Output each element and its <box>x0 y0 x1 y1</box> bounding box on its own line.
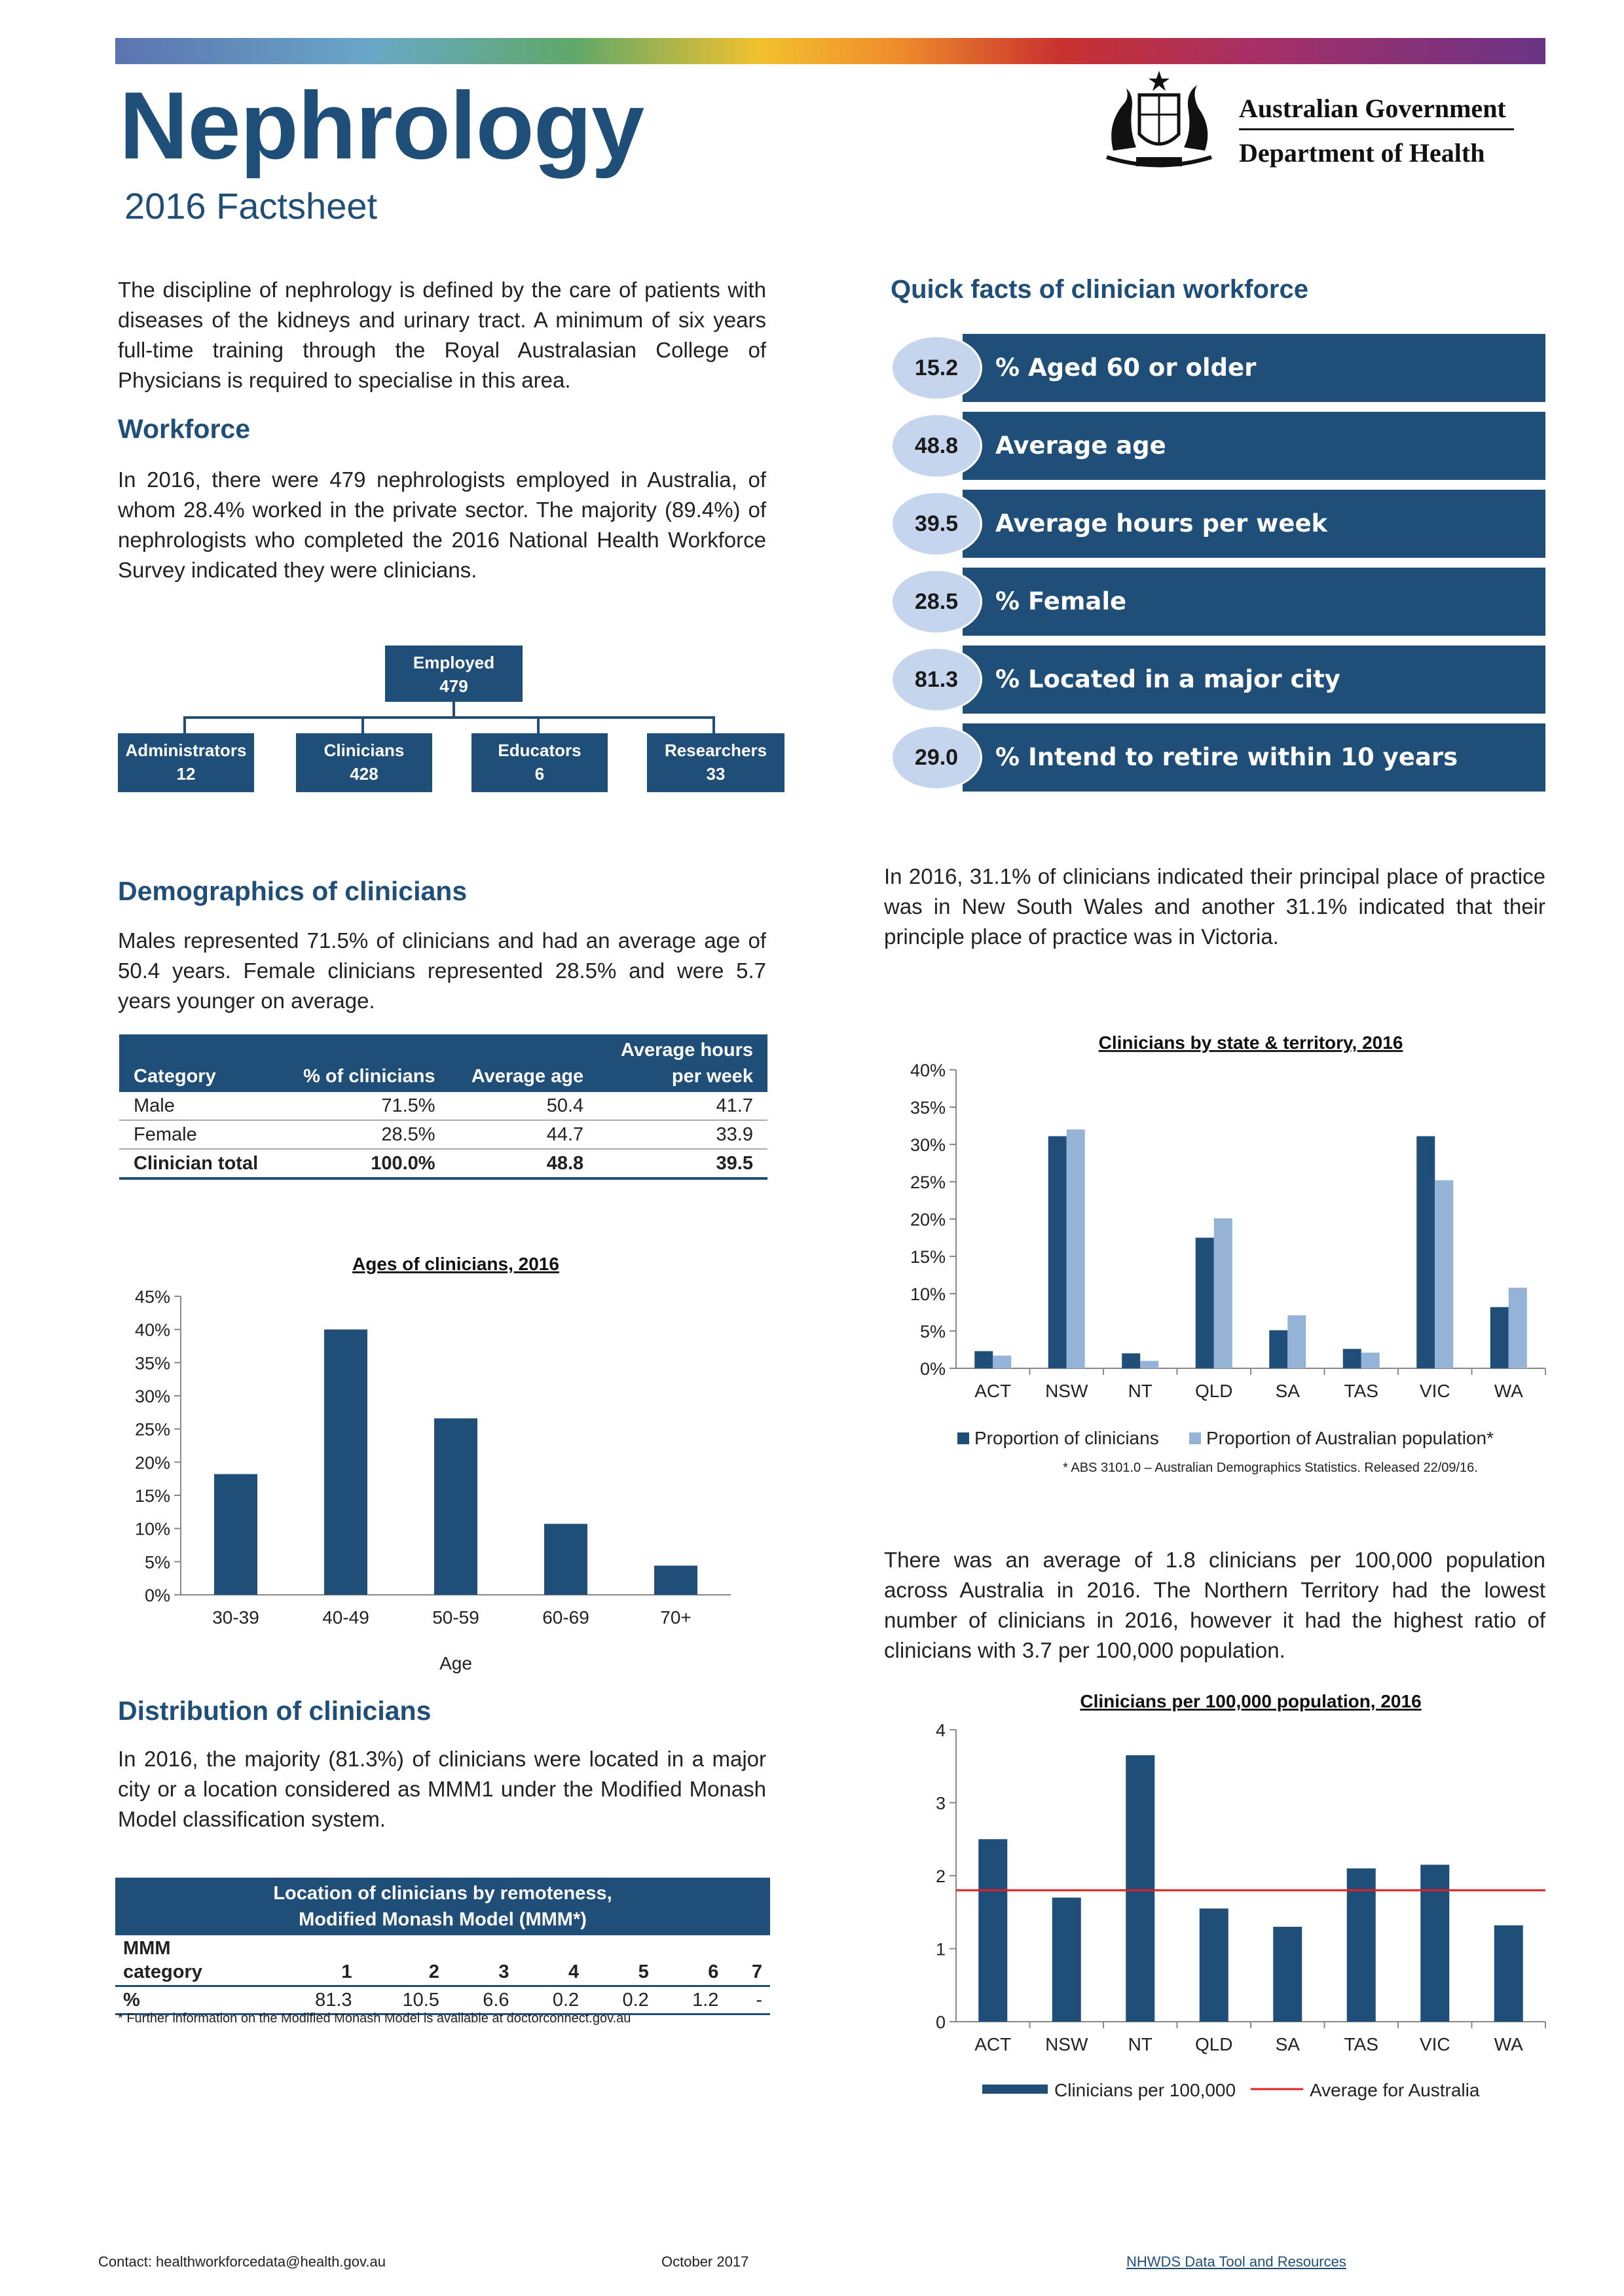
bar <box>1048 1136 1067 1368</box>
quick-fact-row <box>891 412 1545 480</box>
y-tick-label: 25% <box>134 1419 170 1440</box>
y-tick-label: 40% <box>134 1320 170 1340</box>
org-clinicians-box <box>296 733 432 792</box>
gov-divider <box>1239 128 1514 130</box>
quick-fact-value: 15.2 <box>891 335 982 401</box>
bar <box>974 1351 993 1368</box>
x-tick-label: QLD <box>1194 2034 1233 2054</box>
table-cell: 28.5% <box>280 1120 449 1149</box>
table-header-line: per week <box>671 1066 753 1087</box>
table-cell: Male <box>119 1092 280 1120</box>
x-tick-label: ACT <box>974 2034 1012 2054</box>
mmm-footnote: * Further information on the Modified Monash Model is available at doctorconnect.gov.au <box>118 2011 631 2026</box>
x-tick-label: WA <box>1494 2034 1523 2054</box>
org-connector <box>452 702 455 718</box>
org-child-label: Administrators <box>125 740 247 760</box>
x-tick-label: NSW <box>1045 1381 1088 1401</box>
x-tick-label: NT <box>1128 1381 1153 1401</box>
bar <box>1140 1361 1158 1368</box>
org-administrators-box <box>118 733 254 792</box>
y-tick-label: 10% <box>134 1519 170 1539</box>
bar <box>1494 1925 1523 2022</box>
bar <box>993 1356 1011 1368</box>
table-cell: 6.6 <box>447 1986 517 2014</box>
table-title <box>115 1878 770 1935</box>
footer-date: October 2017 <box>661 2253 749 2270</box>
bar <box>978 1839 1007 2022</box>
x-tick-label: WA <box>1494 1381 1523 1401</box>
x-tick-label: SA <box>1275 2034 1300 2054</box>
state-paragraph: In 2016, 31.1% of clinicians indicated their principal place of practice was in New South Wales and another 31.1% indicated that their principle place of practice was in Victoria. <box>884 864 1545 949</box>
table-header: % of clinicians <box>280 1034 449 1092</box>
y-tick-label: 1 <box>935 1939 946 1959</box>
y-tick-label: 25% <box>910 1173 946 1192</box>
header-color-bar <box>115 38 1545 64</box>
table-cell: 44.7 <box>450 1120 599 1149</box>
x-tick-label: QLD <box>1194 1381 1233 1401</box>
x-tick-label: VIC <box>1419 1381 1450 1401</box>
x-tick-label: 60-69 <box>542 1607 589 1628</box>
coat-of-arms-icon <box>1094 65 1225 177</box>
legend-label: Average for Australia <box>1310 2080 1480 2100</box>
bar <box>1269 1330 1287 1368</box>
quick-fact-value: 81.3 <box>891 647 982 712</box>
table-title-line: Modified Monash Model (MMM*) <box>299 1909 587 1930</box>
bar <box>1435 1180 1453 1368</box>
page-subtitle: 2016 Factsheet <box>124 185 378 227</box>
y-tick-label: 20% <box>134 1453 170 1473</box>
table-cell: 50.4 <box>450 1092 599 1120</box>
y-tick-label: 3 <box>935 1793 946 1813</box>
footer-contact: Contact: healthworkforcedata@health.gov.au <box>98 2253 386 2270</box>
bar <box>434 1418 477 1595</box>
org-connector <box>183 716 715 719</box>
quick-fact-value: 28.5 <box>891 569 982 634</box>
table-cell: 10.5 <box>360 1986 447 2014</box>
quick-fact-row <box>891 723 1545 792</box>
bar <box>1214 1218 1232 1368</box>
y-tick-label: 20% <box>910 1210 946 1230</box>
gov-name: Australian Government <box>1239 94 1506 123</box>
x-axis-label: Age <box>439 1653 472 1673</box>
chart-note: * ABS 3101.0 – Australian Demographics Statistics. Released 22/09/16. <box>1063 1461 1478 1475</box>
legend-label: Proportion of clinicians <box>974 1428 1159 1448</box>
bar <box>1509 1288 1527 1368</box>
table-row <box>119 1092 767 1120</box>
quick-fact-row <box>891 568 1545 636</box>
bar <box>1347 1868 1376 2022</box>
table-row <box>119 1120 767 1149</box>
table-cell: 2 <box>360 1935 447 1986</box>
bar <box>1196 1238 1214 1369</box>
table-header <box>598 1034 767 1092</box>
intro-paragraph: The discipline of nephrology is defined by the care of patients with diseases of the kidneys and urinary tract. A minimum of six years full-time training through the Royal Australasian College of Physicians is required to specialise in this area. <box>118 278 766 392</box>
distribution-heading: Distribution of clinicians <box>118 1696 432 1726</box>
bar <box>1052 1897 1081 2022</box>
table-cell: - <box>726 1986 770 2014</box>
table-header: Average age <box>450 1034 599 1092</box>
table-label-line: category <box>123 1961 202 1982</box>
y-tick-label: 45% <box>134 1287 170 1307</box>
table-row <box>115 1935 770 1986</box>
org-connector <box>183 716 186 733</box>
table-cell: 33.9 <box>598 1120 767 1149</box>
chart-title: Clinicians per 100,000 population, 2016 <box>1080 1691 1422 1711</box>
y-tick-label: 10% <box>910 1285 946 1304</box>
ages-chart <box>115 1237 744 1689</box>
chart-title: Clinicians by state & territory, 2016 <box>1098 1032 1403 1053</box>
y-tick-label: 5% <box>919 1322 946 1341</box>
table-cell: Female <box>119 1120 280 1149</box>
quick-fact-row <box>891 490 1545 558</box>
bar <box>1361 1353 1380 1368</box>
x-tick-label: VIC <box>1419 2034 1450 2054</box>
y-tick-label: 2 <box>935 1867 946 1886</box>
department-name: Department of Health <box>1239 138 1485 168</box>
table-row <box>115 1986 770 2014</box>
x-tick-label: NT <box>1128 2034 1153 2054</box>
table-cell: Clinician total <box>119 1149 280 1178</box>
ratio-paragraph: There was an average of 1.8 clinicians per 100,000 population across Australia in 2016. The Northern Territory had the lowest number of clinicians in 2016, however it had the highest ratio of clinicians with 3.7 per 100,000 population. <box>884 1548 1545 1662</box>
org-employed-label: Employed <box>413 653 495 672</box>
bar <box>1126 1755 1154 2022</box>
bar <box>324 1330 367 1595</box>
footer-link[interactable]: NHWDS Data Tool and Resources <box>1126 2253 1346 2270</box>
table-cell: 7 <box>726 1935 770 1986</box>
table-cell: % <box>115 1986 272 2014</box>
x-tick-label: ACT <box>974 1381 1012 1401</box>
table-cell: 4 <box>517 1935 587 1986</box>
org-child-label: Educators <box>498 740 581 760</box>
org-educators-box <box>471 733 608 792</box>
table-row <box>119 1149 767 1178</box>
y-tick-label: 15% <box>910 1247 946 1267</box>
chart-title: Ages of clinicians, 2016 <box>352 1254 559 1274</box>
y-tick-label: 30% <box>910 1135 946 1155</box>
legend-label: Proportion of Australian population* <box>1206 1428 1494 1448</box>
y-tick-label: 5% <box>144 1552 170 1573</box>
state-chart <box>877 1021 1552 1480</box>
y-tick-label: 15% <box>134 1486 170 1506</box>
y-tick-label: 0% <box>144 1586 170 1605</box>
bar <box>1067 1129 1085 1368</box>
table-cell: 6 <box>657 1935 727 1986</box>
y-tick-label: 0% <box>919 1359 946 1379</box>
quick-fact-value: 48.8 <box>891 413 982 479</box>
bar <box>1200 1908 1228 2022</box>
org-chart <box>115 642 796 812</box>
table-cell: 39.5 <box>598 1149 767 1178</box>
table-label-line: MMM <box>123 1938 171 1959</box>
quick-fact-row <box>891 646 1545 714</box>
workforce-paragraph: In 2016, there were 479 nephrologists employed in Australia, of whom 28.4% worked in the private sector. The majority (89.4%) of nephrologists who completed the 2016 National Health Workforce Survey indicated they were clinicians. <box>118 467 766 582</box>
table-cell: 0.2 <box>517 1986 587 2014</box>
y-tick-label: 0 <box>935 2013 946 2032</box>
org-child-value: 6 <box>534 764 545 784</box>
quick-fact-label: Average age <box>995 431 1166 460</box>
ratio-chart <box>877 1683 1552 2141</box>
quick-fact-label: % Intend to retire within 10 years <box>995 743 1458 771</box>
table-cell: 3 <box>447 1935 517 1986</box>
bar <box>1490 1307 1509 1368</box>
bar <box>1287 1315 1306 1368</box>
y-tick-label: 35% <box>134 1353 170 1374</box>
legend-swatch <box>982 2085 1048 2094</box>
table-title-line: Location of clinicians by remoteness, <box>273 1883 612 1904</box>
distribution-paragraph: In 2016, the majority (81.3%) of clinicians were located in a major city or a location considered as MMM1 under the Modified Monash Model classification system. <box>118 1747 766 1831</box>
table-cell: 1 <box>272 1935 360 1986</box>
quick-fact-label: % Aged 60 or older <box>995 354 1257 382</box>
y-tick-label: 40% <box>910 1061 946 1080</box>
government-logo <box>1094 65 1545 177</box>
bar <box>1420 1865 1449 2022</box>
org-child-value: 33 <box>706 764 726 784</box>
bar <box>214 1474 257 1595</box>
org-child-value: 12 <box>176 764 196 784</box>
page-title: Nephrology <box>119 72 644 179</box>
quick-fact-value: 29.0 <box>891 725 982 790</box>
demographics-paragraph: Males represented 71.5% of clinicians and had an average age of 50.4 years. Female clinicians represented 28.5% and were 5.7 years younger on average. <box>118 928 766 1013</box>
org-employed-value: 479 <box>439 676 468 696</box>
org-child-label: Researchers <box>664 740 767 760</box>
table-cell: 71.5% <box>280 1092 449 1120</box>
org-child-value: 428 <box>350 764 378 784</box>
quick-fact-label: Average hours per week <box>995 509 1328 538</box>
table-cell: 81.3 <box>272 1986 360 2014</box>
org-connector <box>361 716 364 733</box>
table-cell: 1.2 <box>657 1986 727 2014</box>
quick-facts-heading: Quick facts of clinician workforce <box>891 275 1308 304</box>
table-cell: 48.8 <box>450 1149 599 1178</box>
table-cell: 0.2 <box>587 1986 657 2014</box>
legend-label: Clinicians per 100,000 <box>1054 2080 1236 2100</box>
org-connector <box>712 716 715 733</box>
workforce-heading: Workforce <box>118 414 251 444</box>
x-tick-label: TAS <box>1344 2034 1378 2054</box>
bar <box>1343 1349 1361 1368</box>
x-tick-label: 70+ <box>660 1607 692 1628</box>
x-tick-label: TAS <box>1344 1381 1378 1401</box>
y-tick-label: 35% <box>910 1098 946 1118</box>
table-cell: 5 <box>587 1935 657 1986</box>
table-header: Category <box>119 1034 280 1092</box>
org-child-label: Clinicians <box>323 740 405 760</box>
table-header-line: Average hours <box>621 1040 753 1061</box>
bar <box>1416 1136 1435 1368</box>
legend-swatch <box>957 1432 969 1444</box>
y-tick-label: 4 <box>935 1721 946 1740</box>
y-tick-label: 30% <box>134 1387 170 1406</box>
x-tick-label: NSW <box>1045 2034 1088 2054</box>
bar <box>1273 1927 1302 2022</box>
legend-swatch <box>1189 1432 1201 1444</box>
x-tick-label: SA <box>1275 1381 1300 1401</box>
table-cell <box>115 1935 272 1986</box>
remoteness-table <box>115 1878 770 2015</box>
x-tick-label: 40-49 <box>322 1607 369 1628</box>
quick-fact-label: % Female <box>995 587 1127 615</box>
org-employed-box <box>385 646 523 702</box>
table-cell: 100.0% <box>280 1149 449 1178</box>
bar <box>654 1565 697 1595</box>
quick-fact-label: % Located in a major city <box>995 665 1340 693</box>
demographics-table <box>119 1034 767 1180</box>
org-researchers-box <box>647 733 784 792</box>
x-tick-label: 30-39 <box>212 1607 259 1628</box>
bar <box>544 1524 587 1595</box>
org-connector <box>537 716 540 733</box>
bar <box>1122 1353 1140 1368</box>
demographics-heading: Demographics of clinicians <box>118 876 468 906</box>
table-cell: 41.7 <box>598 1092 767 1120</box>
x-tick-label: 50-59 <box>432 1607 479 1628</box>
quick-fact-value: 39.5 <box>891 491 982 556</box>
quick-fact-row <box>891 334 1545 402</box>
